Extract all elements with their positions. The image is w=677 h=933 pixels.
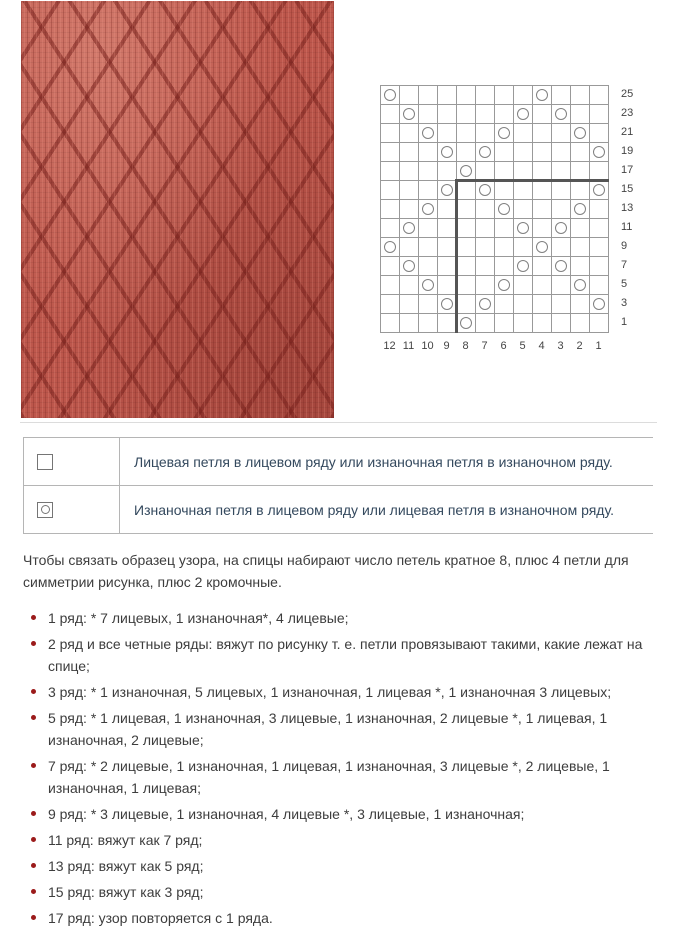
chart-cell: [495, 257, 514, 276]
purl-stitch-icon: [536, 241, 548, 253]
repeat-marker-vertical-line: [455, 180, 458, 333]
chart-cell: [495, 181, 514, 200]
chart-cell: [552, 276, 571, 295]
chart-column-label: 10: [421, 340, 434, 352]
purl-stitch-icon: [517, 108, 529, 120]
chart-column-label: 7: [481, 340, 488, 352]
chart-cell: [590, 295, 609, 314]
chart-cell: [419, 124, 438, 143]
chart-cell: [514, 219, 533, 238]
instruction-item: 3 ряд: * 1 изнаночная, 5 лицевых, 1 изнаночная, 1 лицевая *, 1 изнаночная 3 лицевых;: [23, 681, 655, 703]
chart-cell: [381, 257, 400, 276]
chart-cell: [419, 143, 438, 162]
legend-table: [23, 437, 653, 534]
chart-row-label: 7: [621, 259, 628, 271]
chart-cell: [381, 181, 400, 200]
chart-cell: [419, 200, 438, 219]
purl-stitch-icon: [555, 222, 567, 234]
chart-row-label: 19: [621, 145, 634, 157]
chart-cell: [571, 86, 590, 105]
chart-column-label: 6: [500, 340, 507, 352]
chart-row-label: 25: [621, 88, 634, 100]
chart-cell: [400, 295, 419, 314]
chart-cell: [476, 181, 495, 200]
chart-cell: [495, 86, 514, 105]
chart-cell: [552, 295, 571, 314]
chart-cell: [381, 124, 400, 143]
chart-cell: [495, 200, 514, 219]
chart-cell: [457, 181, 476, 200]
chart-cell: [419, 276, 438, 295]
chart-cell: [381, 238, 400, 257]
chart-column-label: 3: [557, 340, 564, 352]
chart-cell: [590, 105, 609, 124]
chart-cell: [400, 105, 419, 124]
legend-symbol-cell: [24, 486, 120, 534]
purl-stitch-icon: [460, 317, 472, 329]
chart-cell: [590, 219, 609, 238]
chart-cell: [476, 143, 495, 162]
chart-cell: [514, 200, 533, 219]
chart-cell: [571, 143, 590, 162]
chart-cell: [552, 200, 571, 219]
chart-cell: [381, 219, 400, 238]
chart-cell: [571, 124, 590, 143]
chart-cell: [476, 86, 495, 105]
chart-cell: [381, 295, 400, 314]
chart-cell: [400, 143, 419, 162]
chart-cell: [381, 314, 400, 333]
purl-stitch-icon: [574, 203, 586, 215]
chart-column-label: 12: [383, 340, 396, 352]
chart-row-label: 23: [621, 107, 634, 119]
instruction-item: 17 ряд: узор повторяется с 1 ряда.: [23, 907, 655, 929]
chart-cell: [476, 200, 495, 219]
chart-cell: [571, 200, 590, 219]
instruction-item: 7 ряд: * 2 лицевые, 1 изнаночная, 1 лицевая, 1 изнаночная, 3 лицевые *, 2 лицевые, 1 изнаночная, 1 лицевая;: [23, 755, 655, 799]
instruction-item: 5 ряд: * 1 лицевая, 1 изнаночная, 3 лицевые, 1 изнаночная, 2 лицевые *, 1 лицевая, 1 изнаночная, 2 лицевые;: [23, 707, 655, 751]
instruction-item: 15 ряд: вяжут как 3 ряд;: [23, 881, 655, 903]
chart-cell: [571, 219, 590, 238]
purl-stitch-icon: [441, 146, 453, 158]
chart-cell: [590, 314, 609, 333]
chart-cell: [552, 105, 571, 124]
purl-stitch-icon: [422, 279, 434, 291]
chart-cell: [495, 219, 514, 238]
chart-cell: [571, 276, 590, 295]
purl-stitch-icon: [441, 184, 453, 196]
chart-cell: [476, 105, 495, 124]
chart-row-label: 5: [621, 278, 628, 290]
knit-stitch-icon: [37, 454, 53, 470]
chart-cell: [571, 181, 590, 200]
chart-cell: [419, 105, 438, 124]
purl-stitch-icon: [555, 260, 567, 272]
chart-column-label: 9: [443, 340, 450, 352]
purl-stitch-icon: [403, 260, 415, 272]
chart-cell: [495, 314, 514, 333]
purl-stitch-icon: [479, 298, 491, 310]
chart-cell: [533, 143, 552, 162]
chart-cell: [495, 105, 514, 124]
purl-stitch-icon: [593, 146, 605, 158]
instruction-item: 13 ряд: вяжут как 5 ряд;: [23, 855, 655, 877]
chart-cell: [514, 314, 533, 333]
purl-stitch-icon: [37, 502, 53, 518]
chart-cell: [457, 219, 476, 238]
chart-cell: [514, 181, 533, 200]
legend-text-cell: Лицевая петля в лицевом ряду или изнаночная петля в изнаночном ряду.: [120, 438, 654, 486]
chart-cell: [457, 143, 476, 162]
chart-column-label: 11: [402, 340, 415, 352]
chart-cell: [533, 105, 552, 124]
chart-cell: [400, 238, 419, 257]
chart-cell: [419, 162, 438, 181]
chart-cell: [590, 181, 609, 200]
chart-cell: [419, 219, 438, 238]
purl-stitch-icon: [498, 203, 510, 215]
chart-cell: [571, 257, 590, 276]
chart-cell: [419, 181, 438, 200]
chart-cell: [438, 105, 457, 124]
chart-cell: [533, 257, 552, 276]
chart-cell: [400, 219, 419, 238]
purl-stitch-icon: [517, 222, 529, 234]
purl-stitch-icon: [593, 298, 605, 310]
purl-stitch-icon: [422, 127, 434, 139]
chart-cell: [514, 257, 533, 276]
chart-cell: [533, 200, 552, 219]
knitting-chart-grid: [380, 85, 609, 333]
chart-cell: [552, 181, 571, 200]
chart-cell: [400, 86, 419, 105]
chart-cell: [400, 124, 419, 143]
chart-cell: [495, 238, 514, 257]
chart-cell: [533, 181, 552, 200]
purl-circle-icon: [41, 505, 50, 514]
chart-row-label: 13: [621, 202, 634, 214]
chart-column-label: 8: [462, 340, 469, 352]
chart-cell: [438, 143, 457, 162]
purl-stitch-icon: [403, 222, 415, 234]
chart-cell: [400, 276, 419, 295]
chart-cell: [457, 257, 476, 276]
chart-cell: [552, 314, 571, 333]
purl-stitch-icon: [403, 108, 415, 120]
purl-stitch-icon: [422, 203, 434, 215]
chart-row-label: 15: [621, 183, 634, 195]
chart-cell: [552, 86, 571, 105]
chart-cell: [533, 238, 552, 257]
legend-symbol-cell: [24, 438, 120, 486]
chart-cell: [419, 295, 438, 314]
chart-cell: [457, 276, 476, 295]
chart-cell: [552, 143, 571, 162]
chart-cell: [514, 105, 533, 124]
purl-stitch-icon: [384, 89, 396, 101]
chart-cell: [476, 124, 495, 143]
chart-cell: [476, 238, 495, 257]
chart-cell: [552, 257, 571, 276]
legend-row: [24, 486, 654, 534]
chart-cell: [438, 86, 457, 105]
chart-cell: [400, 162, 419, 181]
instruction-item: 1 ряд: * 7 лицевых, 1 изнаночная*, 4 лицевые;: [23, 607, 655, 629]
chart-cell: [457, 238, 476, 257]
chart-cell: [381, 276, 400, 295]
chart-cell: [457, 105, 476, 124]
chart-cell: [381, 200, 400, 219]
chart-column-labels: [380, 339, 609, 353]
purl-stitch-icon: [498, 279, 510, 291]
legend-text-cell: Изнаночная петля в лицевом ряду или лицевая петля в изнаночном ряду.: [120, 486, 654, 534]
chart-row-labels: [619, 85, 645, 332]
chart-cell: [590, 276, 609, 295]
section-separator: [20, 422, 657, 423]
chart-row-label: 11: [621, 221, 633, 233]
chart-cell: [514, 238, 533, 257]
chart-cell: [400, 200, 419, 219]
chart-cell: [533, 86, 552, 105]
chart-cell: [400, 314, 419, 333]
chart-column-label: 5: [519, 340, 526, 352]
chart-cell: [381, 86, 400, 105]
chart-cell: [495, 124, 514, 143]
purl-stitch-icon: [384, 241, 396, 253]
chart-column-label: 1: [595, 340, 602, 352]
chart-cell: [571, 295, 590, 314]
purl-stitch-icon: [536, 89, 548, 101]
chart-cell: [400, 181, 419, 200]
chart-cell: [476, 295, 495, 314]
chart-cell: [571, 105, 590, 124]
chart-cell: [533, 124, 552, 143]
chart-cell: [552, 219, 571, 238]
chart-cell: [552, 238, 571, 257]
chart-cell: [590, 238, 609, 257]
chart-row-label: 21: [621, 126, 634, 138]
chart-row-label: 1: [621, 316, 628, 328]
chart-cell: [476, 257, 495, 276]
legend-row: [24, 438, 654, 486]
chart-cell: [514, 295, 533, 314]
purl-stitch-icon: [555, 108, 567, 120]
chart-column-label: 2: [576, 340, 583, 352]
chart-cell: [457, 200, 476, 219]
chart-cell: [533, 314, 552, 333]
chart-cell: [381, 162, 400, 181]
chart-cell: [590, 86, 609, 105]
chart-cell: [457, 124, 476, 143]
chart-cell: [495, 295, 514, 314]
chart-cell: [571, 314, 590, 333]
instructions-list: [23, 607, 655, 933]
purl-stitch-icon: [517, 260, 529, 272]
repeat-marker-horizontal-line: [455, 179, 609, 182]
chart-cell: [590, 257, 609, 276]
purl-stitch-icon: [441, 298, 453, 310]
purl-stitch-icon: [479, 184, 491, 196]
knitted-fabric-photo: [21, 1, 334, 418]
knitting-chart: [380, 85, 650, 355]
instruction-item: 2 ряд и все четные ряды: вяжут по рисунку т. е. петли провязывают такими, какие лежат на спице;: [23, 633, 655, 677]
chart-cell: [476, 276, 495, 295]
chart-row-label: 9: [621, 240, 628, 252]
purl-stitch-icon: [574, 279, 586, 291]
purl-stitch-icon: [460, 165, 472, 177]
chart-cell: [419, 257, 438, 276]
chart-cell: [400, 257, 419, 276]
instruction-item: 9 ряд: * 3 лицевые, 1 изнаночная, 4 лицевые *, 3 лицевые, 1 изнаночная;: [23, 803, 655, 825]
chart-cell: [514, 143, 533, 162]
purl-stitch-icon: [498, 127, 510, 139]
chart-cell: [419, 86, 438, 105]
chart-cell: [419, 238, 438, 257]
chart-column-label: 4: [538, 340, 545, 352]
chart-cell: [457, 314, 476, 333]
chart-cell: [514, 276, 533, 295]
chart-cell: [495, 276, 514, 295]
purl-stitch-icon: [479, 146, 491, 158]
chart-cell: [419, 314, 438, 333]
chart-cell: [533, 276, 552, 295]
chart-cell: [495, 143, 514, 162]
chart-cell: [476, 314, 495, 333]
chart-cell: [381, 105, 400, 124]
chart-cell: [533, 295, 552, 314]
chart-cell: [457, 86, 476, 105]
intro-paragraph: Чтобы связать образец узора, на спицы набирают число петель кратное 8, плюс 4 петли для симметрии рисунка, плюс 2 кромочные.: [23, 552, 629, 590]
chart-cell: [590, 124, 609, 143]
chart-cell: [514, 86, 533, 105]
chart-cell: [590, 200, 609, 219]
chart-row-label: 17: [621, 164, 634, 176]
purl-stitch-icon: [574, 127, 586, 139]
chart-cell: [552, 124, 571, 143]
chart-cell: [381, 143, 400, 162]
chart-cell: [590, 143, 609, 162]
purl-stitch-icon: [593, 184, 605, 196]
chart-cell: [571, 238, 590, 257]
chart-cell: [533, 219, 552, 238]
chart-cell: [476, 219, 495, 238]
chart-cell: [457, 295, 476, 314]
chart-row-label: 3: [621, 297, 628, 309]
instruction-item: 11 ряд: вяжут как 7 ряд;: [23, 829, 655, 851]
chart-cell: [514, 124, 533, 143]
chart-cell: [438, 124, 457, 143]
